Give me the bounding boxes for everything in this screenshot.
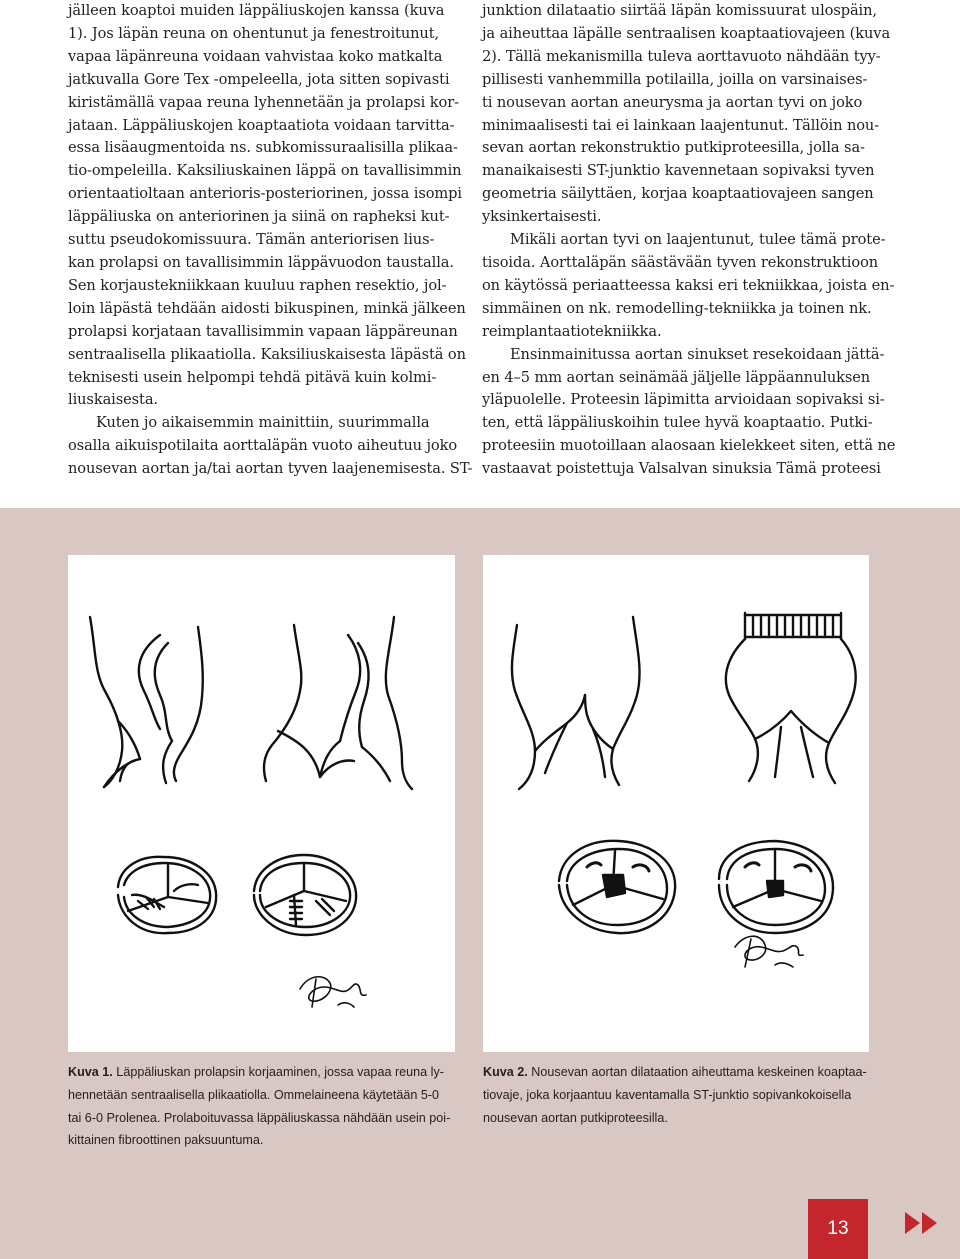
text-line: manaikaisesti ST-junktio kavennetaan sopivaksi tyven [482,162,875,180]
right-valve-enface-drawing [254,855,356,935]
artist-signature [300,977,366,1007]
text-line: on käytössä periaatteessa kaksi eri tekniikkaa, joista en- [482,276,895,294]
text-line: geometria säilyttäen, korjaa koaptaatiovajeen sangen [482,185,874,203]
caption-text: Nousevan aortan dilataation aiheuttama keskeinen koaptaa- [527,1065,867,1079]
text-line: tio-ompeleilla. Kaksiliuskainen läppä on tavallisimmin [68,162,462,180]
text-line: suttu pseudokomissuura. Tämän anteriorisen lius- [68,231,435,249]
valve-repaired-drawing [719,841,833,933]
text-line: Sen korjaustekniikkaan kuuluu raphen resektio, jol- [68,276,447,294]
caption-text: Läppäliuskan prolapsin korjaaminen, jossa vapaa reuna ly- [112,1065,444,1079]
text-line: vapaa läpänreuna voidaan vahvistaa koko matkalta [68,47,443,65]
caption-line: tiovaje, joka korjaantuu kaventamalla ST-junktio sopivankokoisella [483,1087,852,1102]
caption-line: tai 6-0 Prolenea. Prolaboituvassa läppäliuskassa nähdään usein poi- [68,1110,451,1125]
figure-2-illustration [483,555,869,1052]
left-text-column [68,0,473,481]
text-line: ja aiheuttaa läpälle sentraalisen koaptaatiovajeen (kuva [482,24,891,42]
figure-2-caption [483,1061,879,1129]
caption-line: nousevan aortan putkiproteesilla. [483,1110,668,1125]
left-aortic-root-drawing [90,617,203,787]
caption-line: kittainen fibroottinen paksuuntuma. [68,1133,264,1148]
text-line: tisoida. Aorttaläpän säästävään tyven rekonstruktioon [482,253,879,271]
text-line: 2). Tällä mekanismilla tuleva aorttavuoto nähdään tyy- [482,47,881,65]
text-line: jatkuvalla Gore Tex -ompeleella, jota sitten sopivasti [68,70,450,88]
caption-label: Kuva 2. [483,1065,528,1079]
text-line: kan prolapsi on tavallisimmin läppävuodon taustalla. [68,253,454,271]
caption-line: hennetään sentraalisella plikaatiolla. Ommelaineena käytetään 5-0 [68,1087,440,1102]
left-valve-enface-drawing [118,857,216,933]
text-line: junktion dilataatio siirtää läpän komissuurat ulospäin, [482,2,877,19]
right-text-column [482,0,896,481]
text-line: simmäinen on nk. remodelling-tekniikka ja toinen nk. [482,299,872,317]
text-line: minimaalisesti tai ei lainkaan laajentunut. Tällöin nou- [482,116,880,134]
text-line: jälleen koaptoi muiden läppäliuskojen kanssa (kuva [68,2,445,19]
double-play-arrow-icon[interactable] [905,1212,939,1234]
text-line: teknisesti usein helpompi tehdä pitävä kuin kolmi- [68,368,437,386]
text-line: ti nousevan aortan aneurysma ja aortan tyvi on joko [482,93,863,111]
text-line: Mikäli aortan tyvi on laajentunut, tulee tämä prote- [510,231,886,249]
text-line: sevan aortan rekonstruktio putkiproteesilla, jolla sa- [482,139,865,157]
text-line: 1). Jos läpän reuna on ohentunut ja fenestroitunut, [68,24,440,42]
text-line: nousevan aortan ja/tai aortan tyven laajenemisesta. ST- [68,460,473,478]
artist-signature [735,936,803,967]
text-line: kiristämällä vapaa reuna lyhennetään ja prolapsi kor- [68,93,459,111]
text-line: vastaavat poistettuja Valsalvan sinuksia Tämä proteesi [482,460,881,478]
text-line: loin läpästä tehdään aidosti bikuspinen, minkä jälkeen [68,299,466,317]
text-line: ten, että läppäliuskoihin tulee hyvä koaptaatio. Putki- [482,414,873,432]
text-line: prolapsi korjataan tavallisimmin vapaan läppäreunan [68,322,458,340]
text-line: en 4–5 mm aortan seinämää jäljelle läppäannuluksen [482,368,871,386]
text-line: pillisesti vanhemmilla potilailla, joilla on varsinaises- [482,70,868,88]
text-line: sentraalisella plikaatiolla. Kaksiliuskaisesta läpästä on [68,345,466,363]
text-line: reimplantaatiotekniikka. [482,322,662,340]
caption-label: Kuva 1. [68,1065,113,1079]
text-line: essa lisäaugmentoida ns. subkomissuraalisilla plikaa- [68,139,458,157]
text-line: liuskaisesta. [68,391,158,409]
dilated-aortic-root-drawing [512,617,640,789]
right-aortic-root-drawing [264,617,412,789]
page-number: 13 [808,1199,868,1259]
text-line: proteesiin muotoillaan alaosaan kielekkeet siten, että ne [482,437,896,455]
figure-1-caption [68,1061,464,1152]
valve-coaptation-gap-drawing [559,841,675,933]
caption-line [68,1061,464,1084]
text-line: jataan. Läppäliuskojen koaptaatiota voidaan tarvitta- [68,116,455,134]
figure-1-illustration [68,555,455,1052]
text-line: läppäliuska on anteriorinen ja siinä on rapheksi kut- [68,208,450,226]
text-line: osalla aikuispotilaita aorttaläpän vuoto aiheutuu joko [68,437,458,455]
text-line: yksinkertaisesti. [482,208,602,226]
text-line: Kuten jo aikaisemmin mainittiin, suurimmalla [96,414,430,432]
text-line: orientaatioltaan anterioris-posteriorinen, jossa isompi [68,185,462,203]
caption-line [483,1061,879,1084]
tube-graft-root-drawing [726,613,856,783]
text-line: yläpuolelle. Proteesin läpimitta arvioidaan sopivaksi si- [482,391,885,409]
text-line: Ensinmainitussa aortan sinukset resekoidaan jättä- [510,345,885,363]
